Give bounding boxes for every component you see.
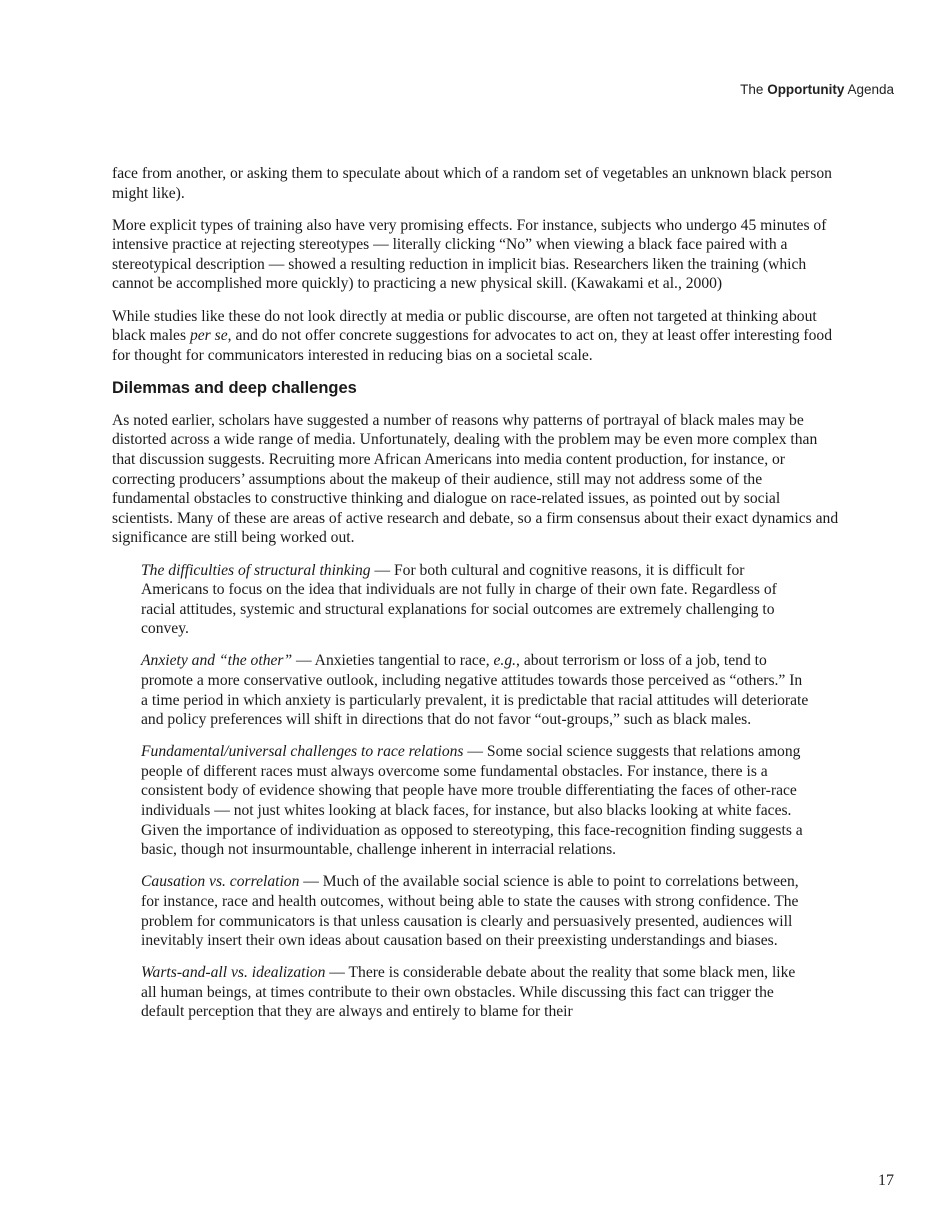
challenge-term: Causation vs. correlation: [141, 873, 300, 891]
paragraph-3-part-1: While studies like these do not look directly at media or public discourse, are often not targeted at thinking about black males: [112, 307, 817, 345]
running-header: [740, 82, 894, 97]
page-number: 17: [878, 1172, 894, 1189]
paragraph-4: As noted earlier, scholars have suggested a number of reasons why patterns of portrayal of black males may be distorted across a wide range of media. Unfortunately, dealing with the problem may be even more complex than that discussion suggests. Recruiting more African Americans into media content production, for instance, or correcting producers’ assumptions about the makeup of their audience, still may not address some of the fundamental obstacles to constructive thinking and dialogue on race-related issues, as pointed out by social scientists. Many of these are areas of active research and debate, so a firm consensus about their exact dynamics and significance are still being worked out.: [112, 411, 839, 547]
challenge-item-5: [141, 963, 812, 1022]
challenge-body: — For both cultural and cognitive reasons, it is difficult for Americans to focus on the idea that individuals are not fully in charge of their own fate. Regardless of racial attitudes, systemic and structural explanations for social outcomes are extremely challenging to convey.: [141, 561, 777, 638]
challenge-body: — Anxieties tangential to race,: [292, 652, 494, 670]
paragraph-3: [112, 307, 842, 366]
challenge-term: Fundamental/universal challenges to race relations: [141, 743, 464, 761]
challenge-item-3: [141, 742, 812, 860]
header-brand: Opportunity: [767, 82, 845, 97]
challenge-term: Warts-and-all vs. idealization: [141, 964, 326, 982]
header-prefix: The: [740, 82, 764, 97]
paragraph-3-part-2: , and do not offer concrete suggestions for advocates to act on, they at least offer interesting food for thought for communicators interested in reducing bias on a societal scale.: [112, 327, 832, 364]
paragraph-1: face from another, or asking them to speculate about which of a random set of vegetables an unknown black person might like).: [112, 165, 832, 202]
challenge-emphasis: e.g.: [493, 652, 517, 670]
challenge-item-2: [141, 651, 812, 729]
challenge-body-continued: , about terrorism or loss of a job, tend to promote a more conservative outlook, including negative attitudes towards those perceived as “others.” In a time period in which anxiety is particularly prevalent, it is predictable that racial attitudes will deteriorate and policy preferences will shift in directions that do not favor “out-groups,” such as black males.: [141, 652, 809, 729]
section-heading: Dilemmas and deep challenges: [112, 378, 357, 397]
challenge-item-4: [141, 872, 812, 950]
paragraph-3-emphasis: per se: [189, 327, 228, 345]
page-body: [112, 164, 842, 1034]
challenge-term: Anxiety and “the other”: [141, 652, 293, 670]
challenge-body: — Some social science suggests that relations among people of different races must always overcome some fundamental obstacles. For instance, there is a consistent body of evidence showing that people have more trouble differentiating the faces of other-race individuals — not just whites looking at black faces, for instance, but also blacks looking at white faces. Given the importance of individuation as opposed to stereotyping, this face-recognition finding suggests a basic, though not insurmountable, challenge inherent in interracial relations.: [141, 743, 803, 859]
header-suffix: Agenda: [847, 82, 894, 97]
challenge-item-1: [141, 561, 812, 639]
challenge-body: — There is considerable debate about the reality that some black men, like all human beings, at times contribute to their own obstacles. While discussing this fact can trigger the default perception that they are always and entirely to blame for their: [141, 964, 796, 1021]
challenge-term: The difficulties of structural thinking: [141, 561, 371, 579]
paragraph-2: More explicit types of training also have very promising effects. For instance, subjects who undergo 45 minutes of intensive practice at rejecting stereotypes — literally clicking “No” when viewing a black face paired with a stereotypical description — showed a resulting reduction in implicit bias. Researchers liken the training (which cannot be accomplished more quickly) to practicing a new physical skill. (Kawakami et al., 2000): [112, 216, 827, 293]
challenge-body: — Much of the available social science is able to point to correlations between, for instance, race and health outcomes, without being able to state the causes with strong confidence. The problem for communicators is that unless causation is clearly and persuasively presented, audiences will inevitably insert their own ideas about causation based on their preexisting understandings and biases.: [141, 873, 799, 950]
